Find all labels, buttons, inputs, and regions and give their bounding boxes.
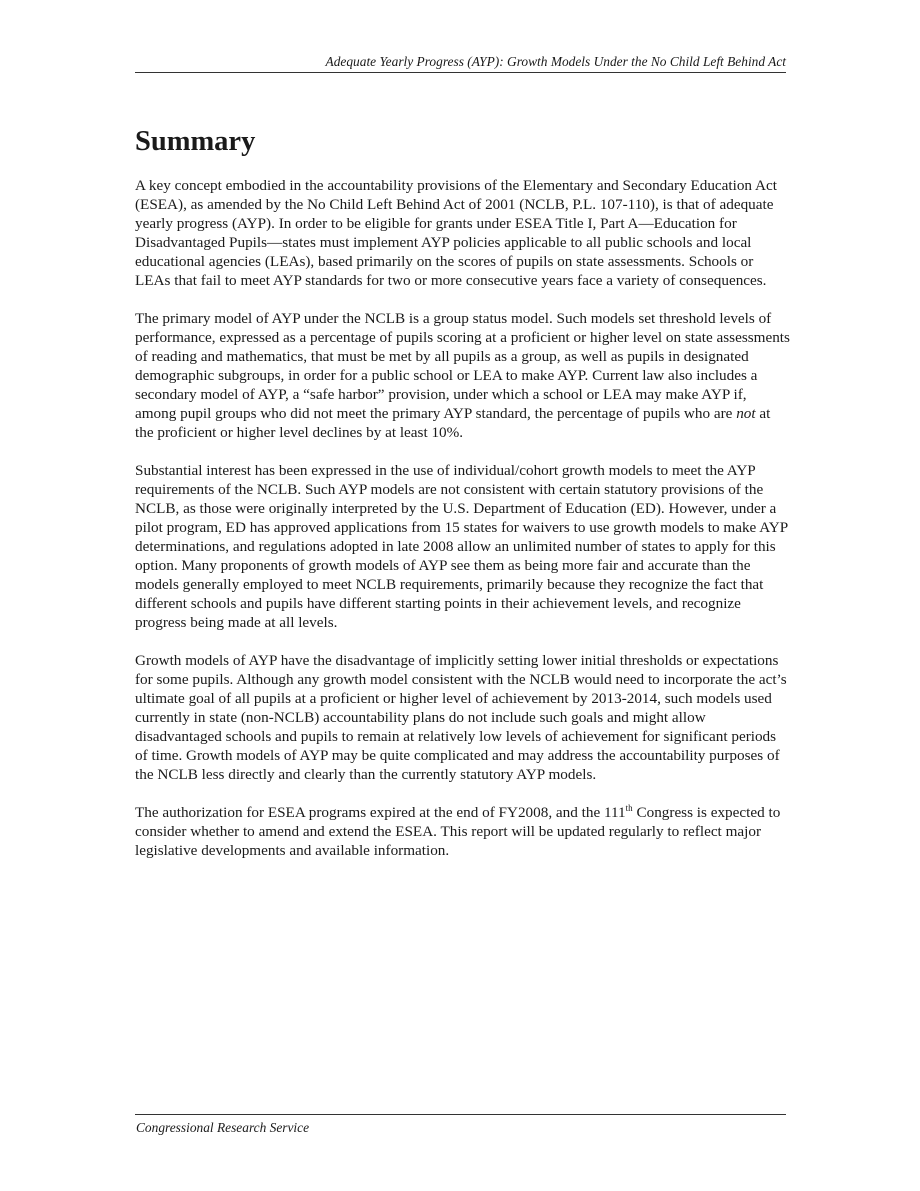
paragraph-2-text-end: at the proficient or higher level declines by at least 10%. bbox=[135, 405, 771, 441]
running-header-title: Adequate Yearly Progress (AYP): Growth Models Under the No Child Left Behind Act bbox=[325, 54, 786, 69]
paragraph-5 bbox=[135, 803, 790, 860]
paragraph-5-text-end: Congress is expected to consider whether to amend and extend the ESEA. This report will be updated regularly to reflect major legislative developments and available information. bbox=[135, 804, 781, 859]
paragraph-3: Substantial interest has been expressed in the use of individual/cohort growth models to meet the AYP requirements of the NCLB. Such AYP models are not consistent with certain statutory provisions of the NCLB, as those were originally interpreted by the U.S. Department of Education (ED). However, under a pilot program, ED has approved applications from 15 states for waivers to use growth models to make AYP determinations, and regulations adopted in late 2008 allow an unlimited number of states to apply for this option. Many proponents of growth models of AYP see them as being more fair and accurate than the models generally employed to meet NCLB requirements, primarily because they recognize the fact that different schools and pupils have different starting points in their achievement levels, and recognize progress being made at all levels. bbox=[135, 462, 788, 631]
footer-publisher: Congressional Research Service bbox=[136, 1120, 310, 1135]
paragraph-2-text-start: The primary model of AYP under the NCLB is a group status model. Such models set threshold levels of performance, expressed as a percentage of pupils scoring at a proficient or higher level on state assessments of reading and mathematics, that must be met by all pupils as a group, as well as pupils in designated demographic subgroups, in order for a public school or LEA to make AYP. Current law also includes a secondary model of AYP, a “safe harbor” provision, under which a school or LEA may make AYP if, among pupil groups who did not meet the primary AYP standard, the percentage of pupils who are bbox=[135, 310, 790, 422]
paragraph-1: A key concept embodied in the accountability provisions of the Elementary and Secondary Education Act (ESEA), as amended by the No Child Left Behind Act of 2001 (NCLB, P.L. 107-110), is that of adequate yearly progress (AYP). In order to be eligible for grants under ESEA Title I, Part A—Education for Disadvantaged Pupils—states must implement AYP policies applicable to all public schools and local educational agencies (LEAs), based primarily on the scores of pupils on state assessments. Schools or LEAs that fail to meet AYP standards for two or more consecutive years face a variety of consequences. bbox=[135, 177, 777, 289]
page-title: Summary bbox=[135, 126, 256, 157]
ordinal-superscript: th bbox=[625, 802, 633, 813]
paragraph-5-text-start: The authorization for ESEA programs expired at the end of FY2008, and the 111 bbox=[135, 804, 626, 821]
running-header bbox=[135, 54, 786, 73]
paragraph-4: Growth models of AYP have the disadvantage of implicitly setting lower initial thresholds or expectations for some pupils. Although any growth model consistent with the NCLB would need to incorporate the act’s ultimate goal of all pupils at a proficient or higher level of achievement by 2013-2014, such models used currently in state (non-NCLB) accountability plans do not include such goals and might allow disadvantaged schools and pupils to remain at relatively low levels of achievement for significant periods of time. Growth models of AYP may be quite complicated and may address the accountability purposes of the NCLB less directly and clearly than the currently statutory AYP models. bbox=[135, 652, 787, 783]
emphasis-not: not bbox=[736, 405, 756, 422]
footer-rule bbox=[135, 1114, 786, 1115]
paragraph-2 bbox=[135, 309, 790, 442]
summary-body bbox=[135, 176, 790, 879]
